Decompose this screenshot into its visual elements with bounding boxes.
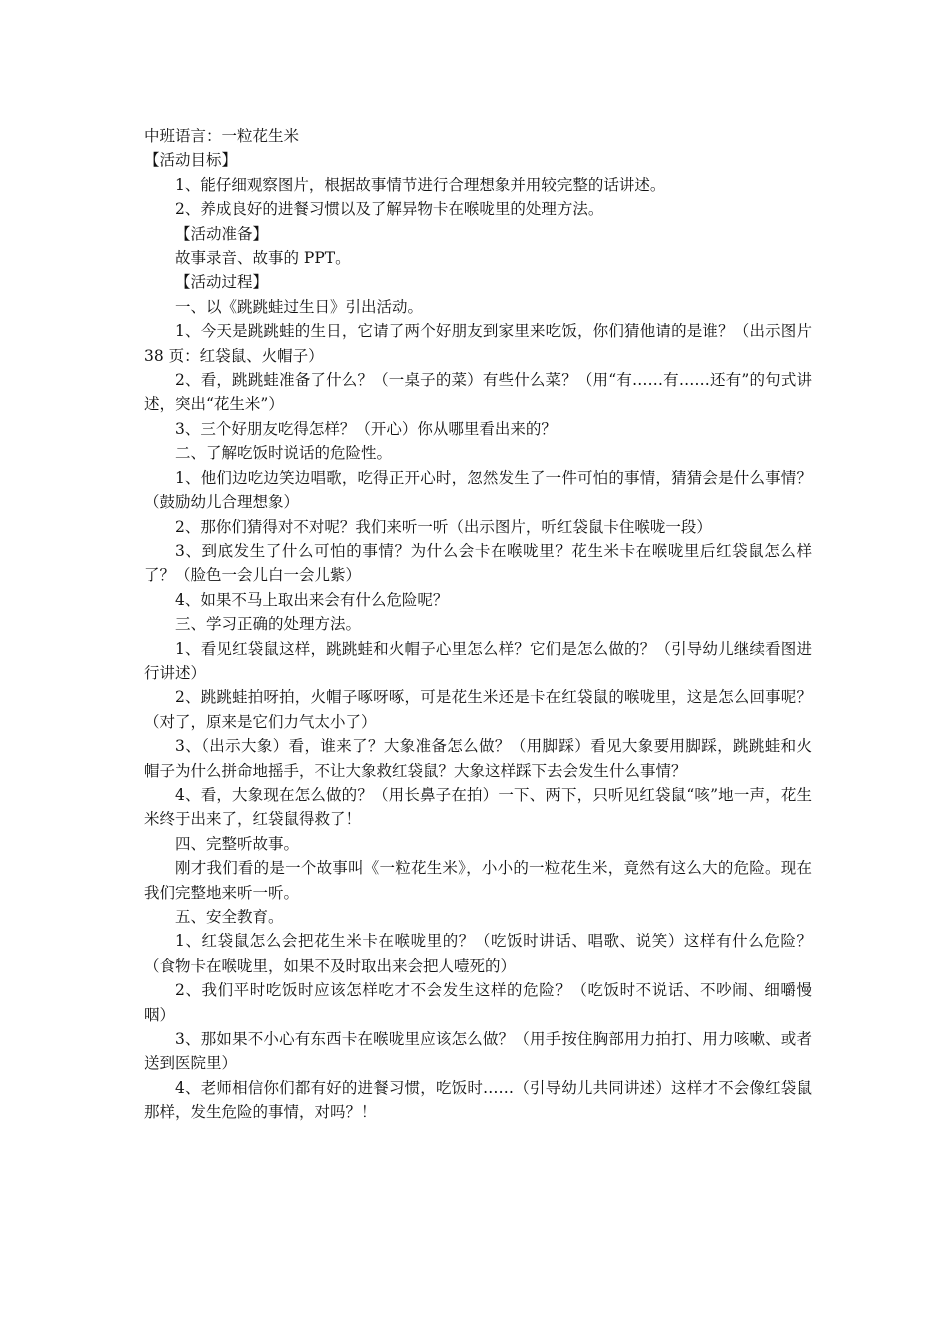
section-paragraph: 4、老师相信你们都有好的进餐习惯，吃饭时……（引导幼儿共同讲述）这样才不会像红袋鼠那样，发生危险的事情，对吗？！ bbox=[144, 1078, 812, 1122]
section-paragraph: 刚才我们看的是一个故事叫《一粒花生米》，小小的一粒花生米，竟然有这么大的危险。现在我们完整地来听一听。 bbox=[144, 859, 812, 902]
goal-item: 2、养成良好的进餐习惯以及了解异物卡在喉咙里的处理方法。 bbox=[175, 200, 604, 219]
section-title: 三、学习正确的处理方法。 bbox=[175, 615, 362, 634]
section-paragraph: 2、跳跳蛙拍呀拍，火帽子啄呀啄，可是花生米还是卡在红袋鼠的喉咙里，这是怎么回事呢？（对了，原来是它们力气太小了） bbox=[144, 688, 812, 731]
goals-heading: 【活动目标】 bbox=[144, 151, 238, 170]
section-paragraph: 3、到底发生了什么可怕的事情？为什么会卡在喉咙里？花生米卡在喉咙里后红袋鼠怎么样了？（脸色一会儿白一会儿紫） bbox=[144, 541, 812, 585]
section-title: 一、以《跳跳蛙过生日》引出活动。 bbox=[175, 297, 424, 316]
prep-text: 故事录音、故事的 PPT。 bbox=[175, 249, 351, 268]
section-paragraph: 4、如果不马上取出来会有什么危险呢？ bbox=[175, 590, 449, 609]
process-heading: 【活动过程】 bbox=[175, 273, 269, 292]
section-paragraph: 1、看见红袋鼠这样，跳跳蛙和火帽子心里怎么样？它们是怎么做的？（引导幼儿继续看图进行讲述） bbox=[144, 639, 812, 682]
prep-heading: 【活动准备】 bbox=[175, 224, 269, 243]
section-title: 四、完整听故事。 bbox=[175, 834, 300, 853]
section-title: 二、了解吃饭时说话的危险性。 bbox=[175, 444, 393, 463]
section-paragraph: 4、看，大象现在怎么做的？（用长鼻子在拍）一下、两下，只听见红袋鼠“咳”地一声，花生米终于出来了，红袋鼠得救了！ bbox=[144, 785, 812, 829]
document-body bbox=[144, 124, 812, 1125]
section-paragraph: 2、那你们猜得对不对呢？我们来听一听（出示图片，听红袋鼠卡住喉咙一段） bbox=[175, 517, 712, 536]
section-paragraph: 3、那如果不小心有东西卡在喉咙里应该怎么做？（用手按住胸部用力拍打、用力咳嗽、或者送到医院里） bbox=[144, 1030, 812, 1073]
section-paragraph: 1、今天是跳跳蛙的生日，它请了两个好朋友到家里来吃饭，你们猜他请的是谁？（出示图片 38 页：红袋鼠、火帽子） bbox=[144, 322, 812, 365]
section-paragraph: 2、我们平时吃饭时应该怎样吃才不会发生这样的危险？（吃饭时不说话、不吵闹、细嚼慢咽） bbox=[144, 981, 812, 1024]
section-title: 五、安全教育。 bbox=[175, 908, 284, 926]
document-title: 中班语言：一粒花生米 bbox=[144, 127, 300, 145]
section-paragraph: 3、三个好朋友吃得怎样？（开心）你从哪里看出来的？ bbox=[175, 419, 557, 438]
section-paragraph: 1、他们边吃边笑边唱歌，吃得正开心时，忽然发生了一件可怕的事情，猜猜会是什么事情？（鼓励幼儿合理想象） bbox=[144, 468, 812, 512]
section-paragraph: 3、（出示大象）看，谁来了？大象准备怎么做？（用脚踩）看见大象要用脚踩，跳跳蛙和火帽子为什么拼命地摇手，不让大象救红袋鼠？大象这样踩下去会发生什么事情？ bbox=[144, 737, 812, 780]
goal-item: 1、能仔细观察图片，根据故事情节进行合理想象并用较完整的话讲述。 bbox=[175, 175, 666, 194]
section-paragraph: 2、看，跳跳蛙准备了什么？（一桌子的菜）有些什么菜？（用“有……有……还有”的句式讲述，突出“花生米”） bbox=[144, 371, 812, 414]
section-paragraph: 1、红袋鼠怎么会把花生米卡在喉咙里的？（吃饭时讲话、唱歌、说笑）这样有什么危险？（食物卡在喉咙里，如果不及时取出来会把人噎死的） bbox=[144, 932, 812, 975]
